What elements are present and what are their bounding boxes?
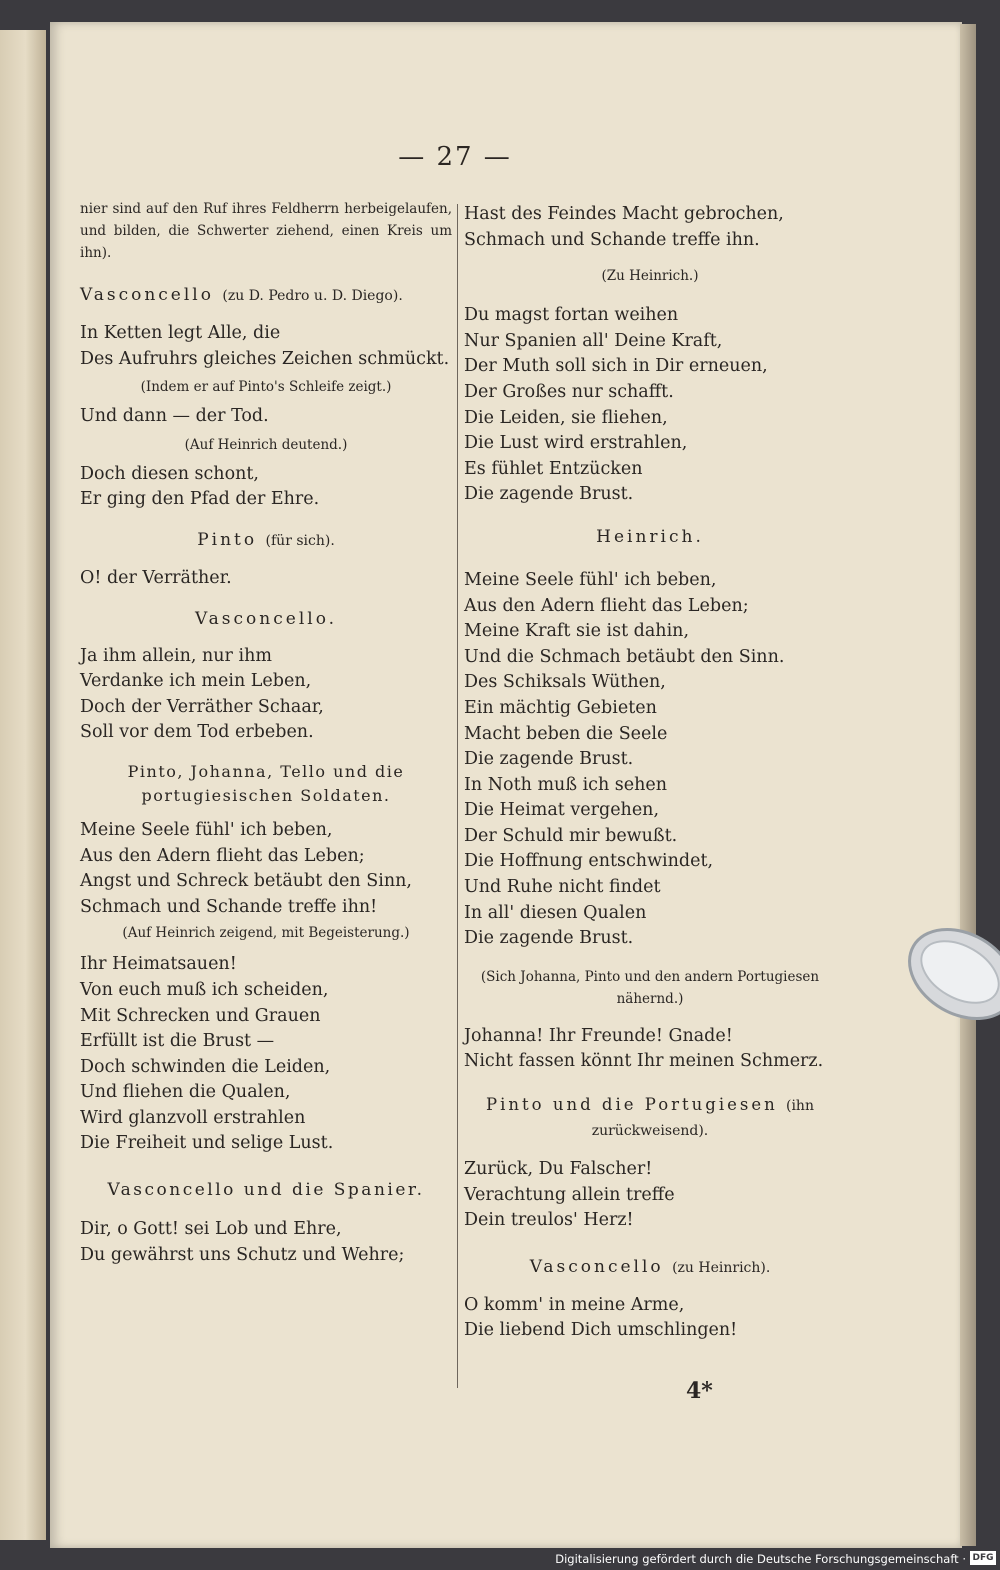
stage-direction: (Zu Heinrich.)	[601, 268, 699, 285]
verse-line: Die zagende Brust.	[464, 484, 634, 505]
verse-line: Von euch muß ich scheiden,	[80, 979, 329, 1000]
stage-direction: (Auf Heinrich zeigend, mit Begeisterung.)	[122, 925, 410, 942]
verse-line: Und die Schmach betäubt den Sinn.	[464, 646, 785, 667]
verse-line: Die Hoffnung entschwindet,	[464, 851, 714, 872]
page-number: — 27 —	[398, 142, 512, 172]
verse-line: O komm' in meine Arme,	[464, 1294, 685, 1315]
verse-line: Doch der Verräther Schaar,	[80, 696, 324, 717]
verse-line: In Noth muß ich sehen	[464, 774, 668, 795]
verse-line: Die Freiheit und selige Lust.	[80, 1133, 334, 1154]
verse-line: Hast des Feindes Macht gebrochen,	[464, 204, 784, 224]
verse-line: Der Muth soll sich in Dir erneuen,	[464, 356, 768, 377]
verse-line: Es fühlet Entzücken	[464, 458, 643, 479]
verse-line: Doch schwinden die Leiden,	[80, 1056, 331, 1077]
speaker-name	[80, 527, 452, 554]
speaker-name: Vasconcello.	[194, 608, 338, 629]
signature-mark: 4*	[686, 1378, 713, 1404]
left-column	[80, 198, 452, 1268]
verse-line: Des Aufruhrs gleiches Zeichen schmückt.	[80, 348, 450, 369]
verse-line: Wird glanzvoll erstrahlen	[80, 1107, 306, 1128]
dfg-logo-icon: DFG	[970, 1551, 996, 1565]
stage-direction: (Indem er auf Pinto's Schleife zeigt.)	[140, 379, 392, 396]
previous-page-edge	[0, 30, 46, 1540]
speaker-name: Heinrich.	[596, 526, 704, 547]
verse-line: Angst und Schreck betäubt den Sinn,	[80, 871, 412, 892]
footer-bar	[0, 1548, 1000, 1570]
verse-line: Aus den Adern flieht das Leben;	[80, 845, 365, 866]
verse-line: Die Heimat vergehen,	[464, 800, 660, 821]
stage-direction: nier sind auf den Ruf ihres Feldherrn herbeigelaufen, und bilden, die Schwerter ziehend, einen Kreis um ihn).	[80, 201, 452, 261]
speaker-name: Pinto, Johanna, Tello und die portugiesischen Soldaten.	[127, 761, 405, 805]
verse-line: Erfüllt ist die Brust —	[80, 1031, 275, 1052]
verse-line: Meine Seele fühl' ich beben,	[464, 569, 717, 590]
verse-block	[80, 321, 452, 372]
column-divider	[457, 204, 458, 1388]
verse-line: Meine Seele fühl' ich beben,	[80, 819, 333, 840]
verse-line: Die Leiden, sie fliehen,	[464, 407, 668, 428]
speaker-label: Vasconcello	[80, 285, 214, 305]
verse-line: Aus den Adern flieht das Leben;	[464, 595, 749, 616]
verse-line: Dein treulos' Herz!	[464, 1210, 634, 1231]
verse-line: Die Lust wird erstrahlen,	[464, 433, 688, 454]
verse-line: Des Schiksals Wüthen,	[464, 672, 666, 693]
verse-line: Verachtung allein treffe	[464, 1184, 675, 1205]
verse-line: Verdanke ich mein Leben,	[80, 671, 312, 692]
verse-line: Meine Kraft sie ist dahin,	[464, 621, 690, 642]
verse-line: Und dann — der Tod.	[80, 406, 269, 427]
verse-line: Schmach und Schande treffe ihn.	[464, 229, 760, 250]
verse-line: Du gewährst uns Schutz und Wehre;	[80, 1244, 405, 1265]
verse-line: Der Großes nur schafft.	[464, 381, 674, 402]
verse-line: O! der Verräther.	[80, 567, 232, 588]
verse-line: Soll vor dem Tod erbeben.	[80, 722, 314, 743]
page-clip-icon	[900, 922, 1000, 1032]
verse-line: Die liebend Dich umschlingen!	[464, 1320, 738, 1341]
verse-line: Ein mächtig Gebieten	[464, 697, 657, 718]
speaker-label: Pinto und die Portugiesen	[486, 1095, 778, 1115]
verse-line: Und Ruhe nicht findet	[464, 877, 661, 898]
speaker-note: (ihn zurückweisend).	[591, 1098, 814, 1140]
verse-line: Ja ihm allein, nur ihm	[80, 645, 272, 666]
verse-line: Mit Schrecken und Grauen	[80, 1005, 321, 1026]
verse-line: Du magst fortan weihen	[464, 305, 679, 326]
verse-line: Die zagende Brust.	[464, 928, 634, 949]
speaker-label: Vasconcello	[529, 1256, 664, 1277]
stage-direction: (Auf Heinrich deutend.)	[184, 436, 348, 453]
verse-line: Doch diesen schont,	[80, 463, 259, 484]
speaker-name	[464, 1093, 836, 1143]
verse-line: Nur Spanien all' Deine Kraft,	[464, 330, 723, 351]
verse-line: Der Schuld mir bewußt.	[464, 825, 678, 846]
speaker-note: (zu D. Pedro u. D. Diego).	[222, 288, 403, 304]
page-edge	[960, 24, 976, 1546]
verse-line: Schmach und Schande treffe ihn!	[80, 896, 378, 917]
speaker-name: Vasconcello und die Spanier.	[107, 1180, 425, 1201]
speaker-note: (für sich).	[265, 532, 335, 549]
stage-direction: (Sich Johanna, Pinto und den andern Portugiesen nähernd.)	[480, 968, 820, 1007]
verse-line: Nicht fassen könnt Ihr meinen Schmerz.	[464, 1051, 824, 1072]
speaker-name	[80, 282, 452, 309]
speaker-note: (zu Heinrich).	[672, 1259, 771, 1276]
verse-line: Er ging den Pfad der Ehre.	[80, 489, 320, 510]
speaker-name	[464, 1254, 836, 1281]
verse-line: In all' diesen Qualen	[464, 902, 647, 923]
verse-line: Dir, o Gott! sei Lob und Ehre,	[80, 1219, 342, 1240]
right-column	[464, 202, 836, 1344]
verse-line: Macht beben die Seele	[464, 723, 668, 744]
verse-line: Zurück, Du Falscher!	[464, 1159, 653, 1180]
verse-line: In Ketten legt Alle, die	[80, 323, 281, 343]
speaker-label: Pinto	[197, 529, 258, 550]
footer-credit: Digitalisierung gefördert durch die Deutsche Forschungsgemeinschaft ·	[555, 1552, 966, 1566]
verse-line: Und fliehen die Qualen,	[80, 1082, 291, 1103]
verse-line: Johanna! Ihr Freunde! Gnade!	[464, 1025, 733, 1046]
verse-line: Die zagende Brust.	[464, 749, 634, 770]
verse-line: Ihr Heimatsauen!	[80, 954, 237, 975]
